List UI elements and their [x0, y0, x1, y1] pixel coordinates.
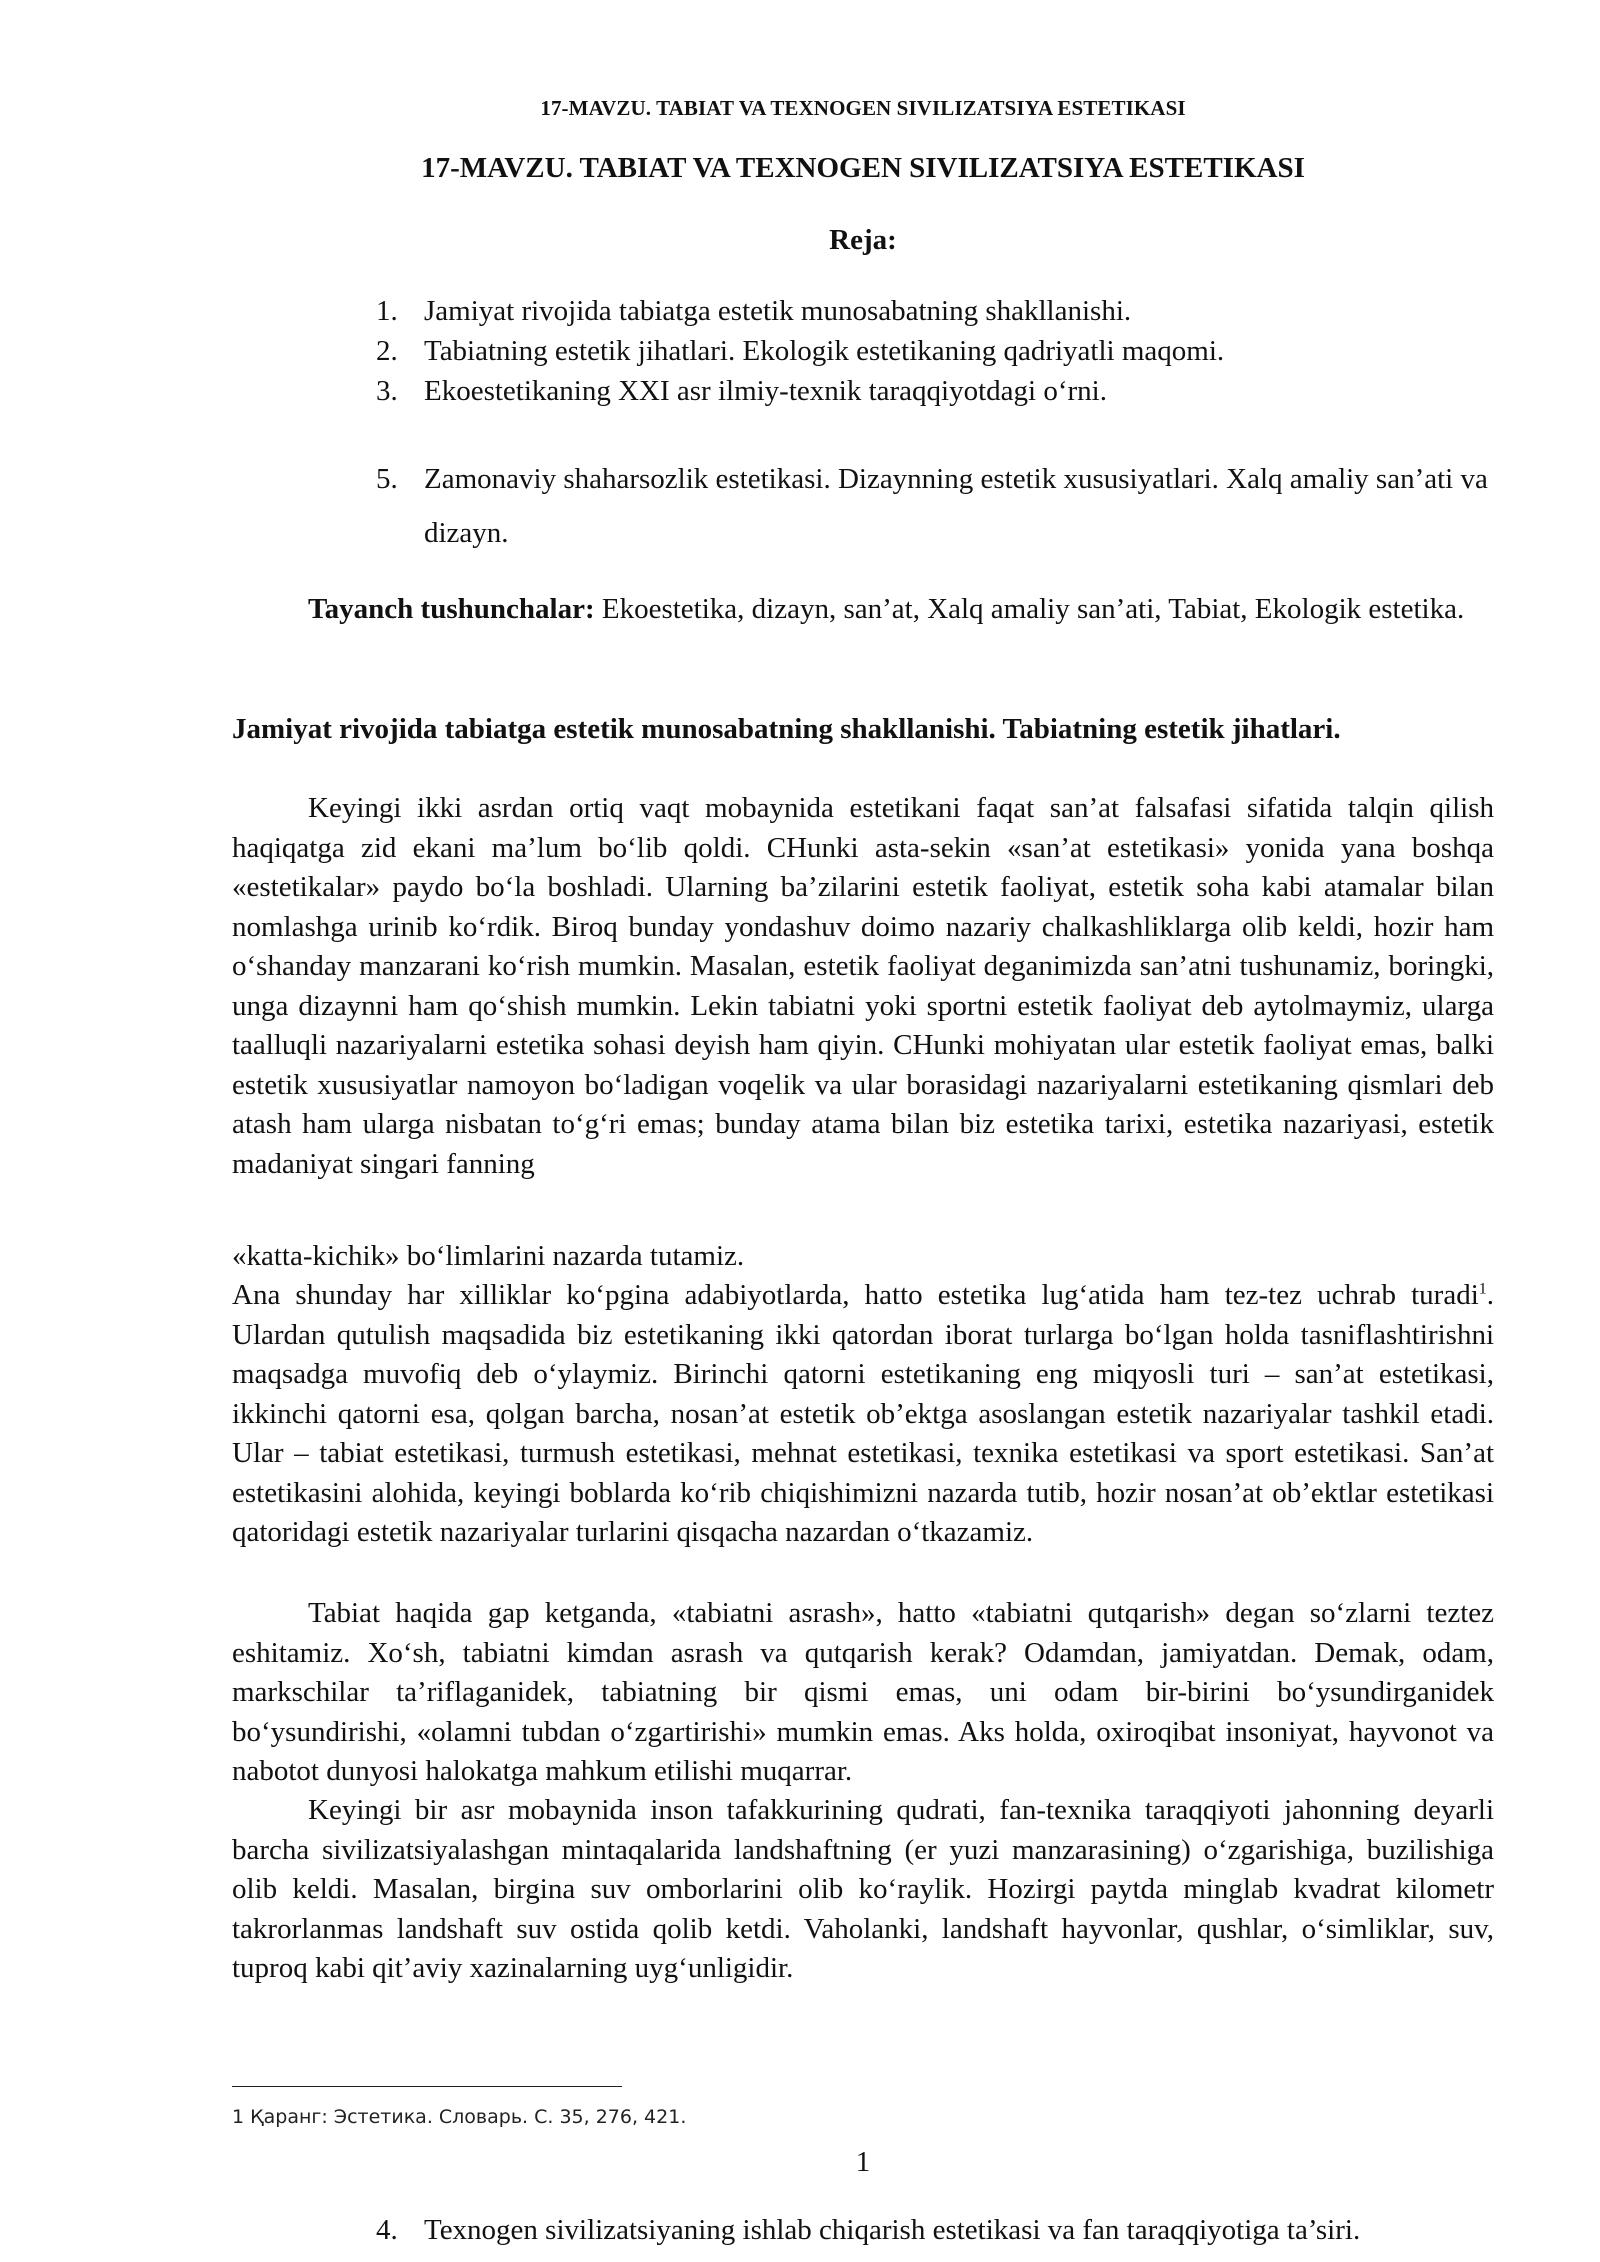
plan-item-number: 5. [376, 463, 398, 495]
section-heading: Jamiyat rivojida tabiatga estetik munosabatning shakllanishi. Tabiatning estetik jihatlari. [232, 713, 1341, 745]
running-header: 17-MAVZU. TABIAT VA TEXNOGEN SIVILIZATSIYA ESTETIKASI [540, 96, 1186, 120]
body-paragraph-continuation: «katta-kichik» bo‘limlarini nazarda tutamiz. [232, 1240, 745, 1272]
key-concepts-label: Tayanch tushunchalar: [308, 593, 595, 625]
plan-item [376, 452, 1506, 560]
plan-item-text: Zamonaviy shaharsozlik estetikasi. Dizaynning estetik xususiyatlari. Xalq amaliy san’ati va dizayn. [424, 463, 1488, 549]
paragraph-text: . Ulardan qutulish maqsadida biz estetikaning ikki qatordan iborat turlarga bo‘lgan holda tasniflashtirishni maqsadga muvofiq deb o‘ylaymiz. Birinchi qatorni estetikaning eng miqyosli turi – san’at estetikasi, ikkinchi qatorni esa, qolgan barcha, nosan’at estetik ob’ektga asoslangan estetik nazariyalar tashkil etadi. Ular – tabiat estetikasi, turmush estetikasi, mehnat estetikasi, texnika estetikasi va sport estetikasi. San’at estetikasini alohida, keyingi boblarda ko‘rib chiqishimizni nazarda tutib, hozir nosan’at ob’ektlar estetikasi qatoridagi estetik nazariyalar turlarini qisqacha nazardan o‘tkazamiz. [232, 1279, 1494, 1548]
footnote-reference: 1 [1478, 1280, 1487, 1298]
plan-item-number: 3. [376, 375, 398, 407]
footnote-separator [232, 2086, 622, 2087]
plan-item-number: 2. [376, 335, 398, 367]
body-paragraph: Tabiat haqida gap ketganda, «tabiatni asrash», hatto «tabiatni qutqarish» degan so‘zlarni teztez eshitamiz. Xo‘sh, tabiatni kimdan asrash va qutqarish kerak? Odamdan, jamiyatdan. Demak, odam, markschilar ta’riflaganidek, tabiatning bir qismi emas, uni odam bir-birini bo‘ysundirganidek bo‘ysundirishi, «olamni tubdan o‘zgartirishi» mumkin emas. Aks holda, oxiroqibat insoniyat, hayvonot va nabotot dunyosi halokatga mahkum etilishi muqarrar. [232, 1597, 1494, 1787]
plan-item-text: Jamiyat rivojida tabiatga estetik munosabatning shakllanishi. [424, 295, 1132, 327]
plan-heading: Reja: [829, 224, 897, 256]
plan-item [376, 332, 1506, 370]
key-concepts-text: Ekoestetika, dizayn, san’at, Xalq amaliy san’ati, Tabiat, Ekologik estetika. [594, 593, 1465, 625]
page-number: 1 [855, 2146, 871, 2178]
plan-item [376, 2211, 1506, 2249]
body-paragraph: Keyingi ikki asrdan ortiq vaqt mobaynida estetikani faqat san’at falsafasi sifatida talqin qilish haqiqatga zid ekani ma’lum bo‘lib qoldi. CHunki asta-sekin «san’at estetikasi» yonida yana boshqa «estetikalar» paydo bo‘la boshladi. Ularning ba’zilarini estetik faoliyat, estetik soha kabi atamalar bilan nomlashga urinib ko‘rdik. Biroq bunday yondashuv doimo nazariy chalkashliklarga olib keldi, hozir ham o‘shanday manzarani ko‘rish mumkin. Masalan, estetik faoliyat deganimizda san’atni tushunamiz, boringki, unga dizaynni ham qo‘shish mumkin. Lekin tabiatni yoki sportni estetik faoliyat deb aytolmaymiz, ularga taalluqli nazariyalarni estetika sohasi deyish ham qiyin. CHunki mohiyatan ular estetik faoliyat emas, balki estetik xususiyatlar namoyon bo‘ladigan voqelik va ular borasidagi nazariyalarni estetikaning qismlari deb atash ham ularga nisbatan to‘g‘ri emas; bunday atama bilan biz estetika tarixi, estetika nazariyasi, estetik madaniyat singari fanning [232, 792, 1494, 1180]
body-paragraph: Keyingi bir asr mobaynida inson tafakkurining qudrati, fan-texnika taraqqiyoti jahonning deyarli barcha sivilizatsiyalashgan mintaqalarida landshaftning (er yuzi manzarasining) o‘zgarishiga, buzilishiga olib keldi. Masalan, birgina suv omborlarini olib ko‘raylik. Hozirgi paytda minglab kvadrat kilometr takrorlanmas landshaft suv ostida qolib ketdi. Vaholanki, landshaft hayvonlar, qushlar, o‘simliklar, suv, tuproq kabi qit’aviy xazinalarning uyg‘unligidir. [232, 1794, 1494, 1984]
plan-item [376, 292, 1506, 330]
footnote: 1 Қаранг: Эстетика. Словарь. С. 35, 276, 421. [232, 2106, 687, 2128]
key-concepts [232, 590, 1494, 628]
plan-item [376, 372, 1506, 410]
plan-item-number: 4. [376, 2214, 398, 2246]
body-paragraph [232, 1276, 1494, 1553]
paragraph-text: Ana shunday har xilliklar ko‘pgina adabiyotlarda, hatto estetika lug‘atida ham tez-tez uchrab turadi [232, 1279, 1479, 1311]
plan-item-number: 1. [376, 295, 398, 327]
plan-item-text: Texnogen sivilizatsiyaning ishlab chiqarish estetikasi va fan taraqqiyotiga ta’siri. [424, 2214, 1361, 2246]
page-title: 17-MAVZU. TABIAT VA TEXNOGEN SIVILIZATSIYA ESTETIKASI [421, 152, 1305, 184]
plan-item-text: Tabiatning estetik jihatlari. Ekologik estetikaning qadriyatli maqomi. [424, 335, 1225, 367]
plan-item-text: Ekoestetikaning XXI asr ilmiy-texnik taraqqiyotdagi o‘rni. [424, 375, 1107, 407]
